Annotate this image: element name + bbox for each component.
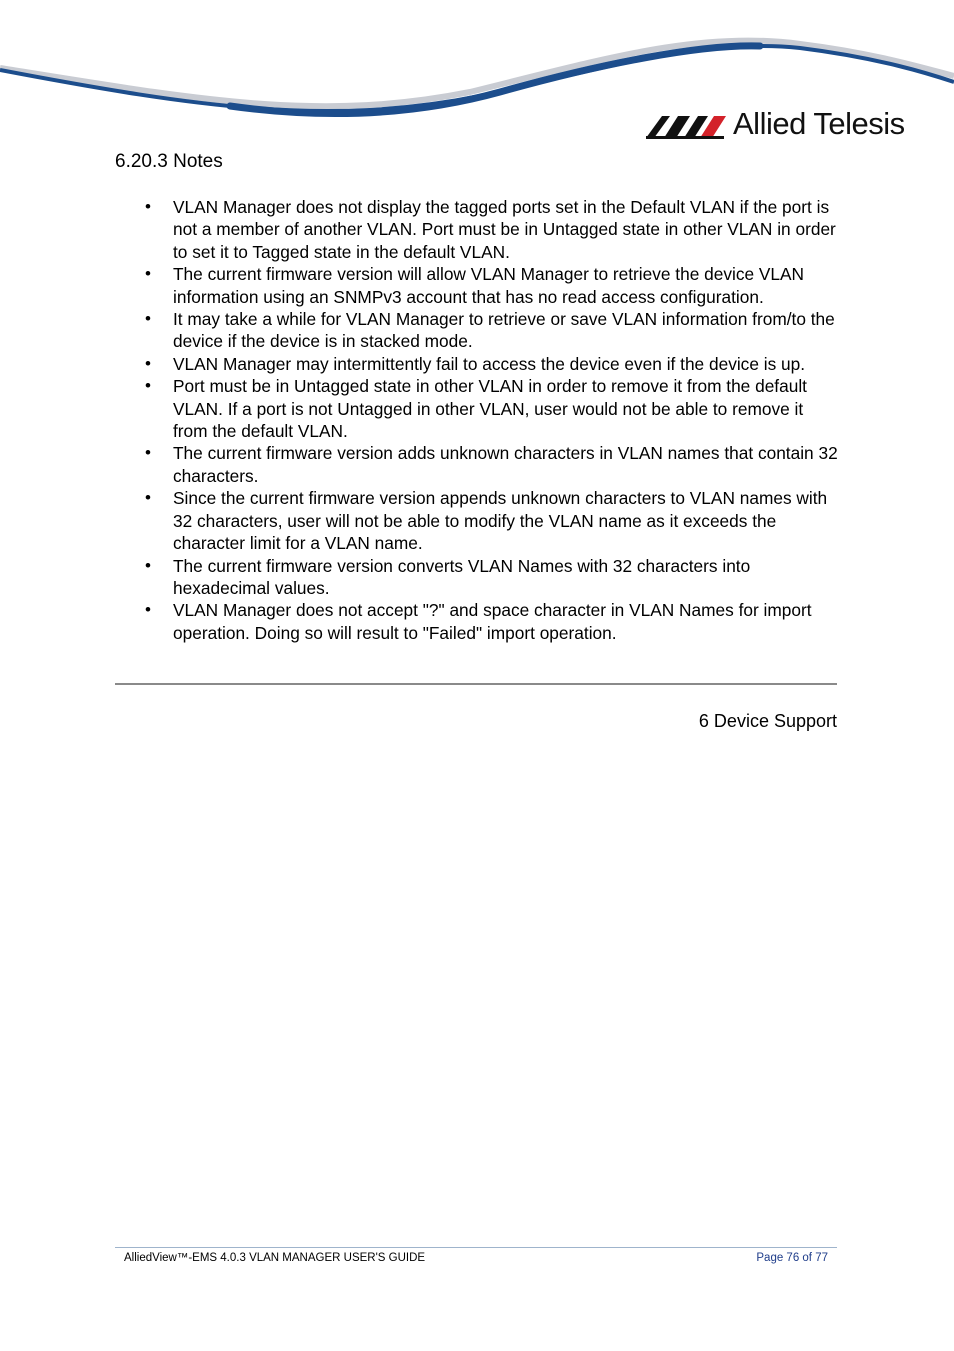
- chapter-reference: 6 Device Support: [698, 711, 837, 731]
- list-item: • VLAN Manager does not accept "?" and space character in VLAN Names for import operation. Doing so will result to "Failed" import operation.: [115, 599, 840, 644]
- section-heading: 6.20.3 Notes: [115, 151, 223, 172]
- list-item: • VLAN Manager does not display the tagged ports set in the Default VLAN if the port is not a member of another VLAN. Port must be in Untagged state in other VLAN in order to set it to Tagged state in the default VLAN.: [115, 196, 840, 263]
- footer-document-title: AlliedView™-EMS 4.0.3 VLAN MANAGER USER'S GUIDE: [124, 1252, 426, 1264]
- list-item: • The current firmware version will allow VLAN Manager to retrieve the device VLAN information using an SNMPv3 account that has no read access configuration.: [115, 263, 840, 308]
- list-item: • The current firmware version adds unknown characters in VLAN names that contain 32 characters.: [115, 442, 840, 487]
- section-divider: [115, 683, 837, 685]
- list-item: • It may take a while for VLAN Manager to retrieve or save VLAN information from/to the device if the device is in stacked mode.: [115, 308, 840, 353]
- footer-divider: [115, 1247, 837, 1248]
- allied-telesis-logo-icon: [644, 108, 734, 148]
- list-item: • The current firmware version converts VLAN Names with 32 characters into hexadecimal values.: [115, 555, 840, 600]
- list-item: • Since the current firmware version appends unknown characters to VLAN names with 32 characters, user will not be able to modify the VLAN name as it exceeds the character limit for a VLAN name.: [115, 487, 840, 554]
- list-item: • VLAN Manager may intermittently fail to access the device even if the device is up.: [115, 353, 840, 375]
- logo-text: Allied Telesis: [733, 106, 905, 141]
- list-item: • Port must be in Untagged state in other VLAN in order to remove it from the default VLAN. If a port is not Untagged in other VLAN, user would not be able to remove it from the default VLAN.: [115, 375, 840, 442]
- notes-list: [115, 196, 840, 644]
- footer-page-number: Page 76 of 77: [756, 1252, 828, 1264]
